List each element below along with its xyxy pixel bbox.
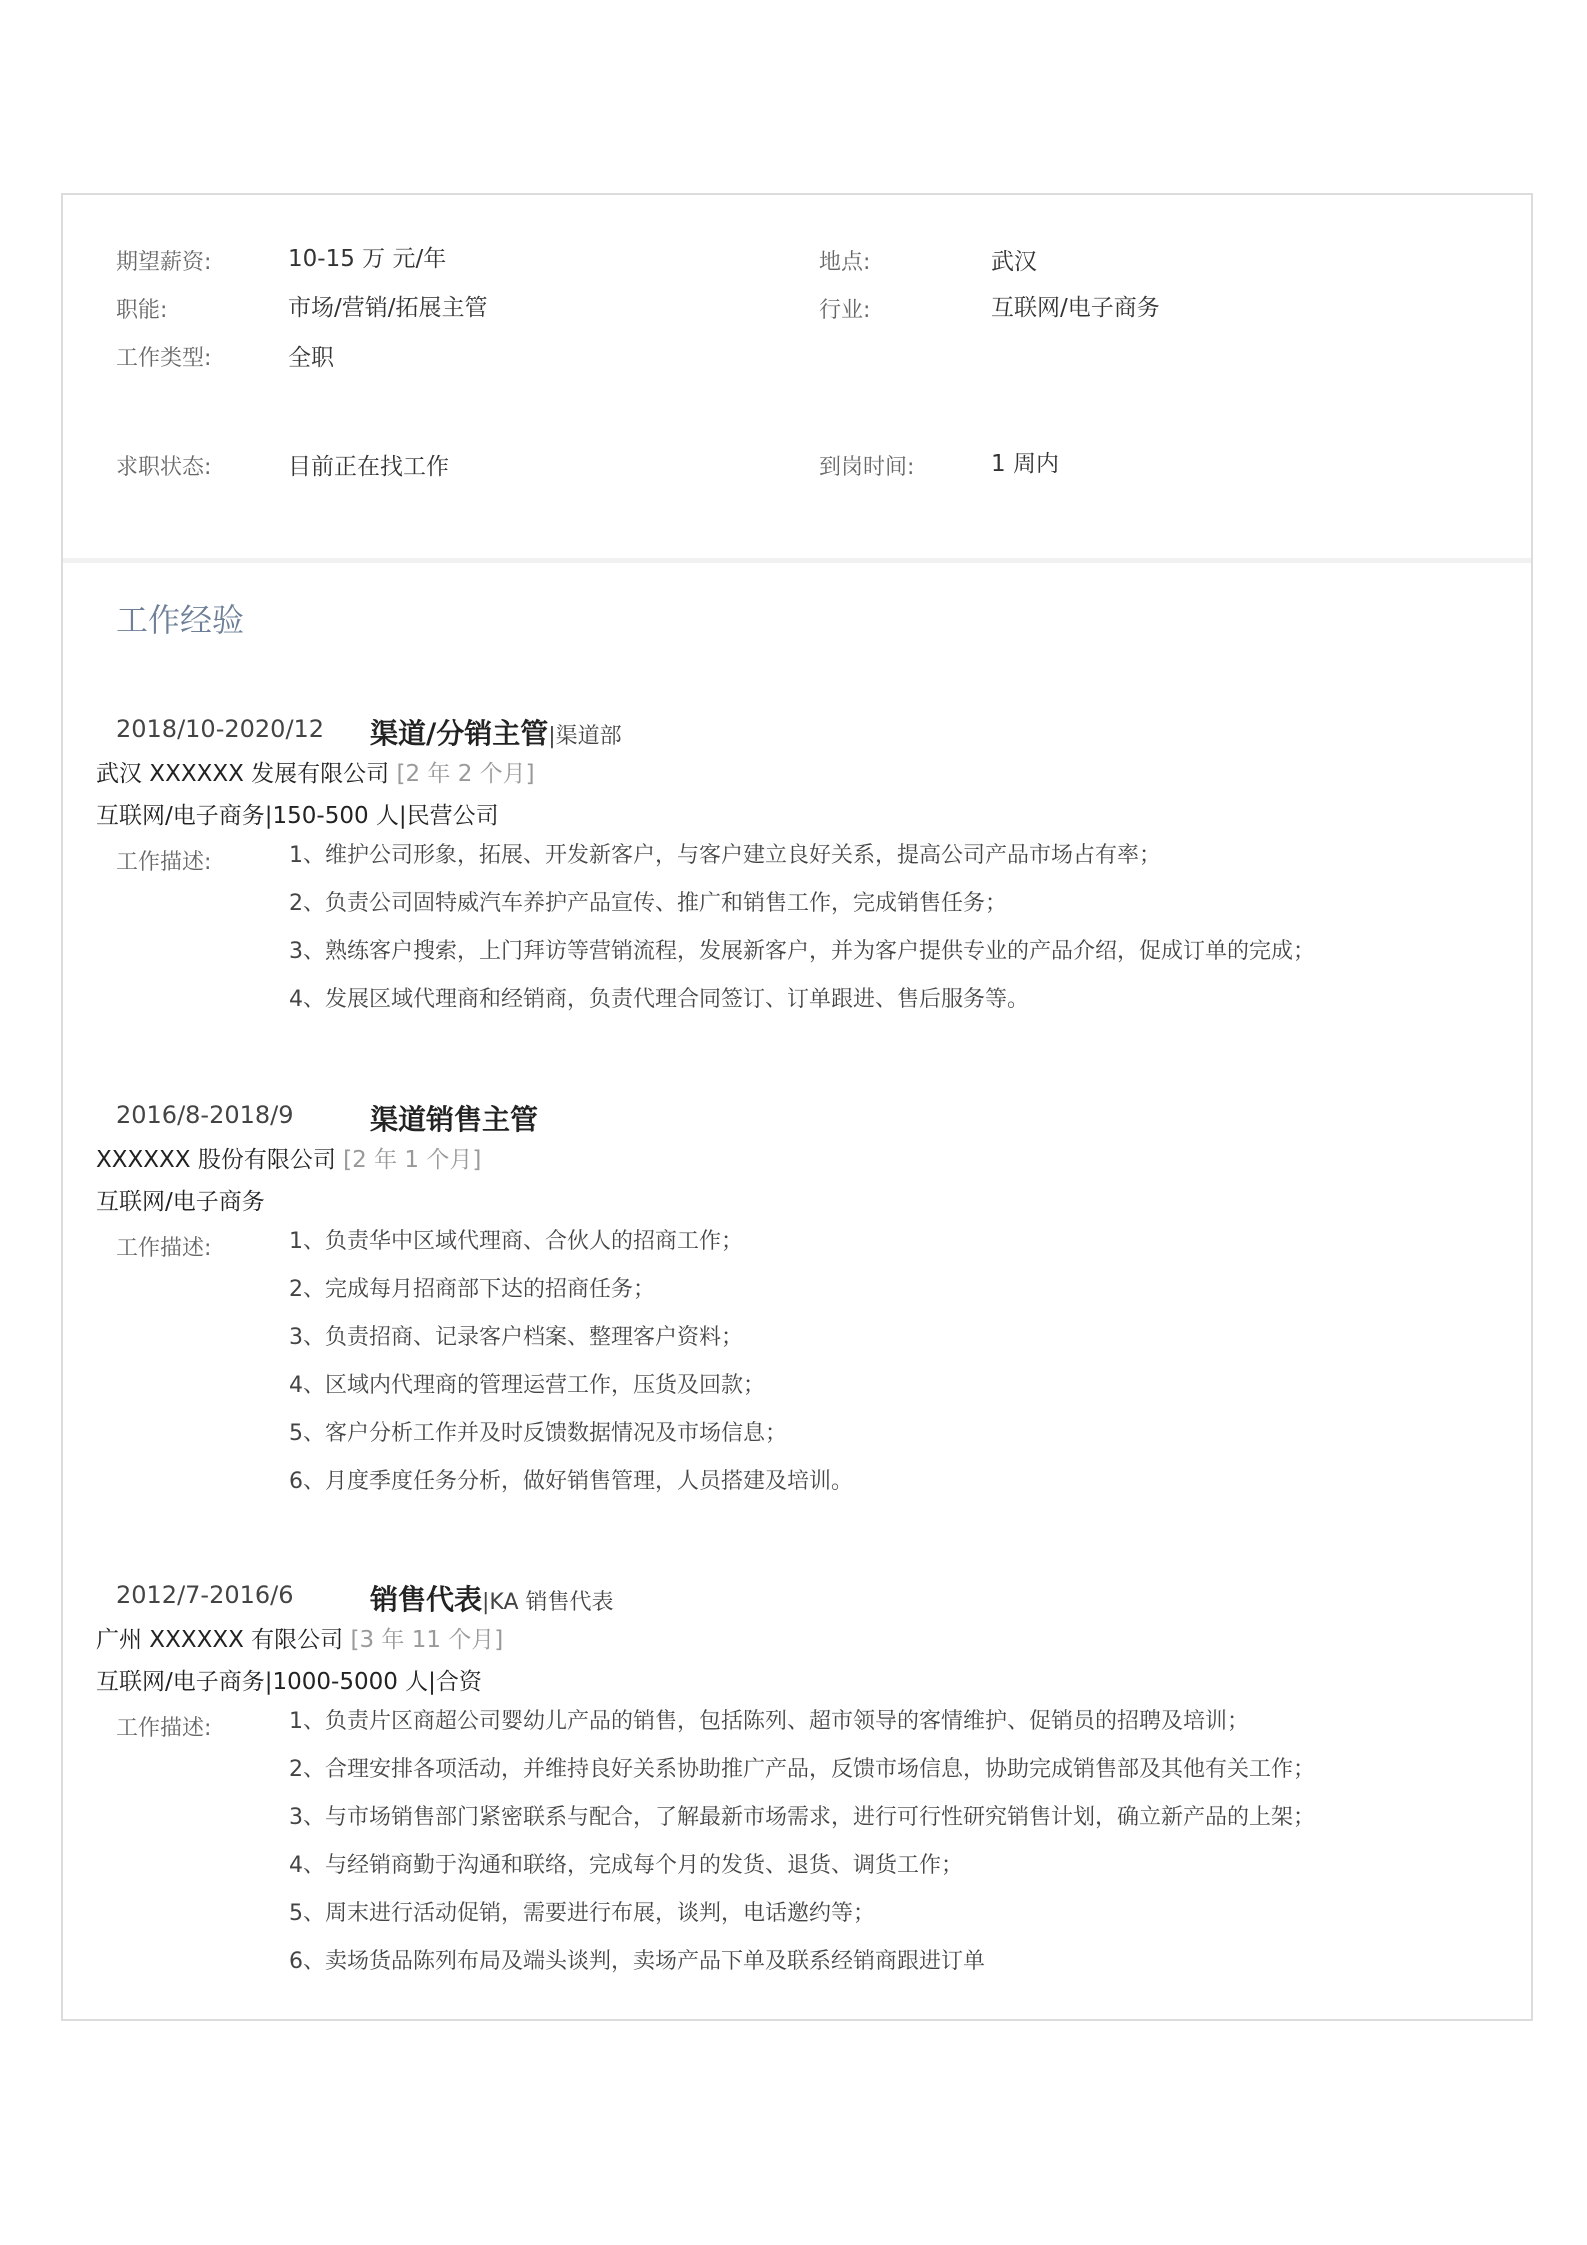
work-experience-heading: 工作经验 <box>116 601 245 639</box>
company-line <box>96 1621 503 1654</box>
company-line <box>96 1141 481 1174</box>
job-duration: [2 年 2 个月] <box>396 761 535 787</box>
job-type-value: 全职 <box>288 345 334 371</box>
company-line <box>96 755 535 788</box>
company-industry: 互联网/电子商务|1000-5000 人|合资 <box>96 1669 482 1695</box>
description-item: 4、与经销商勤于沟通和联络，完成每个月的发货、退货、调货工作； <box>289 1853 963 1878</box>
description-list <box>289 1705 1315 1993</box>
function-label: 职能: <box>116 298 168 323</box>
description-label: 工作描述: <box>116 1716 212 1741</box>
company-name: 武汉 XXXXXX 发展有限公司 <box>96 761 390 787</box>
description-item: 3、与市场销售部门紧密联系与配合，了解最新市场需求，进行可行性研究销售计划，确立新产品的上架； <box>289 1805 1316 1830</box>
job-period: 2016/8-2018/9 <box>116 1101 294 1129</box>
description-item: 4、区域内代理商的管理运营工作，压货及回款； <box>289 1373 765 1398</box>
job-type-label: 工作类型: <box>116 346 212 371</box>
description-list <box>289 1225 853 1513</box>
description-item: 5、周末进行活动促销，需要进行布展，谈判，电话邀约等； <box>289 1901 875 1926</box>
job-department: |KA 销售代表 <box>482 1590 614 1615</box>
job-title-line <box>370 1578 614 1618</box>
status-label: 求职状态: <box>116 455 212 480</box>
salary-label: 期望薪资: <box>116 250 212 275</box>
description-item: 3、熟练客户搜索，上门拜访等营销流程，发展新客户，并为客户提供专业的产品介绍，促成订单的完成； <box>289 939 1316 964</box>
job-duration: [3 年 11 个月] <box>350 1627 504 1653</box>
salary-value: 10-15 万 元/年 <box>288 246 447 272</box>
status-value: 目前正在找工作 <box>288 454 449 480</box>
description-item: 2、完成每月招商部下达的招商任务； <box>289 1277 655 1302</box>
job-period: 2018/10-2020/12 <box>116 715 325 743</box>
company-name: 广州 XXXXXX 有限公司 <box>96 1627 344 1653</box>
description-list <box>289 839 1315 1031</box>
section-divider <box>63 558 1531 563</box>
description-item: 6、月度季度任务分析，做好销售管理，人员搭建及培训。 <box>289 1469 853 1494</box>
description-label: 工作描述: <box>116 1236 212 1261</box>
description-item: 5、客户分析工作并及时反馈数据情况及市场信息； <box>289 1421 787 1446</box>
job-intention-section <box>63 195 1531 560</box>
description-item: 1、负责华中区域代理商、合伙人的招商工作； <box>289 1229 743 1254</box>
job-title: 渠道销售主管 <box>370 1103 539 1136</box>
availability-label: 到岗时间: <box>819 455 915 480</box>
job-title: 销售代表 <box>370 1583 483 1616</box>
description-item: 2、负责公司固特威汽车养护产品宣传、推广和销售工作，完成销售任务； <box>289 891 1007 916</box>
description-label: 工作描述: <box>116 850 212 875</box>
job-department: |渠道部 <box>548 724 622 749</box>
availability-value: 1 周内 <box>991 451 1059 477</box>
job-title-line <box>370 712 622 752</box>
company-industry: 互联网/电子商务|150-500 人|民营公司 <box>96 803 499 829</box>
description-item: 6、卖场货品陈列布局及端头谈判，卖场产品下单及联系经销商跟进订单 <box>289 1949 985 1974</box>
job-period: 2012/7-2016/6 <box>116 1581 294 1609</box>
description-item: 3、负责招商、记录客户档案、整理客户资料； <box>289 1325 743 1350</box>
resume-card <box>61 193 1533 2021</box>
description-item: 1、维护公司形象，拓展、开发新客户，与客户建立良好关系，提高公司产品市场占有率； <box>289 843 1162 868</box>
function-value: 市场/营销/拓展主管 <box>288 295 488 321</box>
job-duration: [2 年 1 个月] <box>343 1147 482 1173</box>
company-name: XXXXXX 股份有限公司 <box>96 1147 336 1173</box>
industry-label: 行业: <box>819 298 871 323</box>
description-item: 2、合理安排各项活动，并维持良好关系协助推广产品，反馈市场信息，协助完成销售部及其他有关工作； <box>289 1757 1316 1782</box>
description-item: 4、发展区域代理商和经销商，负责代理合同签订、订单跟进、售后服务等。 <box>289 987 1029 1012</box>
industry-value: 互联网/电子商务 <box>991 295 1160 321</box>
description-item: 1、负责片区商超公司婴幼儿产品的销售，包括陈列、超市领导的客情维护、促销员的招聘及培训； <box>289 1709 1250 1734</box>
company-industry: 互联网/电子商务 <box>96 1189 265 1215</box>
location-value: 武汉 <box>991 249 1037 275</box>
location-label: 地点: <box>819 250 871 275</box>
job-title-line <box>370 1098 538 1138</box>
job-title: 渠道/分销主管 <box>370 717 549 750</box>
